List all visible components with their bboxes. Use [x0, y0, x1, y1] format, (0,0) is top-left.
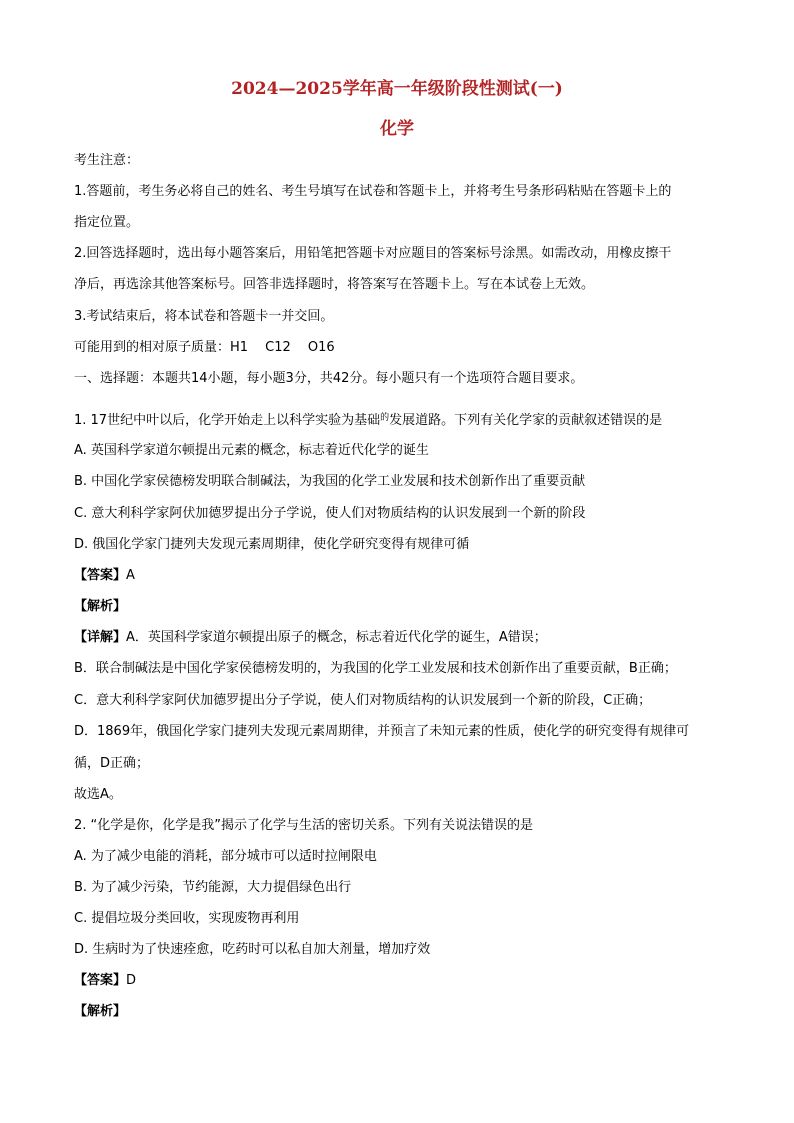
notice-item-1-line-2: 指定位置。: [74, 215, 140, 230]
notice-item-3: 3.考试结束后，将本试卷和答题卡一并交回。: [74, 309, 334, 324]
question-2-option-c: C. 提倡垃圾分类回收，实现废物再利用: [74, 911, 300, 926]
detail-tag: 【详解】: [74, 630, 127, 645]
question-2-analysis-tag: 【解析】: [74, 1004, 127, 1019]
question-1-answer: [74, 568, 135, 584]
question-1-option-d: D. 俄国化学家门捷列夫发现元素周期律，使化学研究变得有规律可循: [74, 537, 470, 552]
question-1-detail-b: B．联合制碱法是中国化学家侯德榜发明的，为我国的化学工业发展和技术创新作出了重要贡献，B正确；: [74, 661, 677, 676]
question-2-stem: 2. “化学是你，化学是我”揭示了化学与生活的密切关系。下列有关说法错误的是: [74, 818, 534, 833]
question-1-stem-part-2: 发展道路。下列有关化学家的贡献叙述错误的是: [389, 413, 663, 428]
answer-value: A: [126, 568, 135, 583]
question-2-option-a: A. 为了减少电能的消耗，部分城市可以适时拉闸限电: [74, 849, 377, 864]
answer-tag: 【答案】: [74, 568, 127, 583]
question-1-detail-d-line-2: 循，D正确；: [74, 756, 150, 771]
question-1-option-c: C. 意大利科学家阿伏加德罗提出分子学说，使人们对物质结构的认识发展到一个新的阶段: [74, 506, 586, 521]
question-2-answer: [74, 973, 136, 989]
question-1-detail-d-line-1: D．1869年，俄国化学家门捷列夫发现元素周期律，并预言了未知元素的性质，使化学的研究变得有规律可: [74, 724, 690, 739]
question-2-option-d: D. 生病时为了快速痊愈，吃药时可以私自加大剂量，增加疗效: [74, 942, 431, 957]
notice-heading: 考生注意：: [74, 153, 140, 168]
answer-tag: 【答案】: [74, 973, 127, 988]
question-1-stem-particle: 的: [380, 413, 390, 423]
notice-item-2-line-1: 2.回答选择题时，选出每小题答案后，用铅笔把答题卡对应题目的答案标号涂黑。如需改动，用橡皮擦干: [74, 246, 672, 261]
atomic-mass-line: 可能用到的相对原子质量：H1 C12 O16: [74, 340, 335, 355]
question-1-detail-c: C．意大利科学家阿伏加德罗提出分子学说，使人们对物质结构的认识发展到一个新的阶段，C正确；: [74, 693, 652, 708]
question-1-option-a: A. 英国科学家道尔顿提出元素的概念，标志着近代化学的诞生: [74, 443, 429, 458]
subject-title: 化学: [380, 119, 414, 139]
section-1-heading: 一、选择题：本题共14小题，每小题3分，共42分。每小题只有一个选项符合题目要求。: [74, 371, 584, 386]
question-1-stem: [74, 410, 662, 429]
question-1-detail-a: [74, 630, 547, 646]
question-2-option-b: B. 为了减少污染，节约能源，大力提倡绿色出行: [74, 880, 352, 895]
notice-item-1-line-1: 1.答题前，考生务必将自己的姓名、考生号填写在试卷和答题卡上，并将考生号条形码粘贴在答题卡上的: [74, 184, 672, 199]
exam-title: 2024—2025学年高一年级阶段性测试(一): [231, 79, 563, 99]
notice-item-2-line-2: 净后，再选涂其他答案标号。回答非选择题时，将答案写在答题卡上。写在本试卷上无效。: [74, 277, 595, 292]
question-1-conclusion: 故选A。: [74, 787, 122, 802]
question-1-analysis-tag: 【解析】: [74, 599, 127, 614]
question-1-option-b: B. 中国化学家侯德榜发明联合制碱法，为我国的化学工业发展和技术创新作出了重要贡献: [74, 474, 586, 489]
question-1-stem-part-1: 1. 17世纪中叶以后，化学开始走上以科学实验为基础: [74, 413, 381, 428]
detail-a-text: A．英国科学家道尔顿提出原子的概念，标志着近代化学的诞生，A错误；: [126, 630, 547, 645]
answer-value: D: [126, 973, 137, 988]
